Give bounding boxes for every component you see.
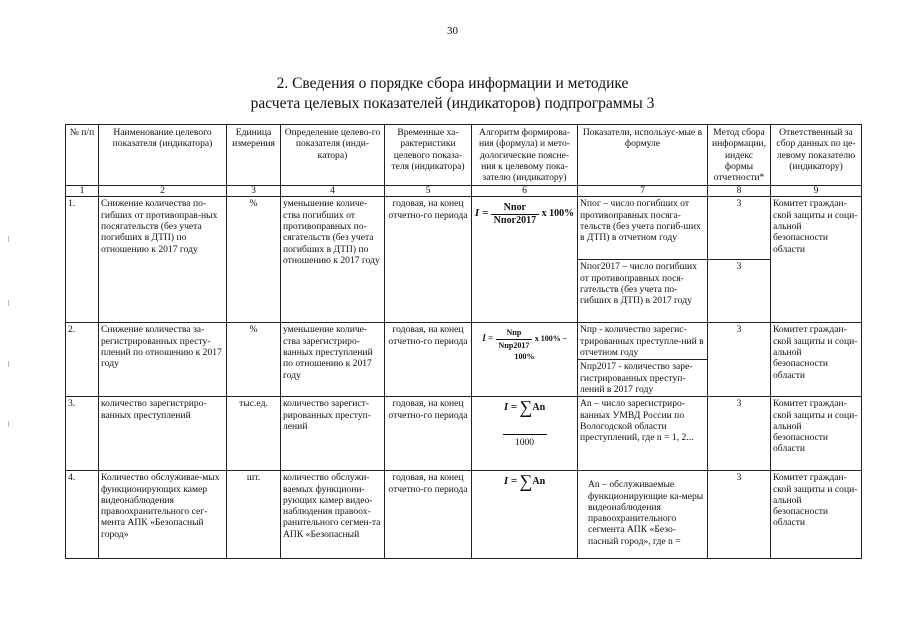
row-number: 2. [66,323,99,397]
header-unit: Единица измерения [227,125,281,186]
responsible-body: Комитет граждан-ской защиты и соци-альной безопасности области [771,197,862,323]
collection-method: 3 [708,260,771,323]
collection-method: 3 [708,471,771,559]
column-number: 1 [66,186,99,197]
indicator-unit: тыс.ед. [227,397,281,471]
formula-numerator: Nпог [491,202,540,214]
formula-lhs: I = [474,207,489,220]
title-line-2: расчета целевых показателей (индикаторов) подпрограммы 3 [250,95,655,112]
indicator-unit: % [227,323,281,397]
header-number: № п/п [66,125,99,186]
indicator-definition: уменьшение количе-ства погибших от противоправных по-сягательств (без учета погибших в ДТП) по отношению к 2017 году [281,197,385,323]
table-row [66,197,862,260]
column-number: 3 [227,186,281,197]
formula-denominator: Nпр2017 [498,340,530,350]
responsible-body: Комитет граждан-ской защиты и соци-альной безопасности области [771,323,862,397]
indicator-timing: годовая, на конец отчетно-го периода [385,397,472,471]
formula-indicator: An – обслуживаемые функционирующие ка-меры видеонаблюдения правоохранительного сегмента АПК «Безо-пасный город», где n = [578,471,708,559]
margin-tick [8,361,9,367]
collection-method: 3 [708,323,771,397]
table-row [66,471,862,559]
header-algorithm: Алгоритм формирова-ния (формула) и мето-дологические поясне-ния к целевому пока-зателю (индикатору) [472,125,578,186]
sum-symbol: ∑ [519,471,533,492]
header-timing: Временные ха-рактеристики целевого показа-теля (индикатора) [385,125,472,186]
collection-method: 3 [708,397,771,471]
indicator-definition: уменьшение количе-ства зарегистриро-ванных преступлений по отношению к 2017 году [281,323,385,397]
header-indicator-name: Наименование целевого показателя (индикатора) [99,125,227,186]
formula-lhs: I = [503,401,518,414]
indicators-table [65,124,862,559]
formula-lhs: I = [482,333,494,344]
header-responsible: Ответственный за сбор данных по це-левому показателю (индикатору) [771,125,862,186]
title-line-1: 2. Сведения о порядке сбора информации и методике [276,75,629,92]
indicator-formula [472,397,578,471]
header-definition: Определение целево-го показателя (инди-катора) [281,125,385,186]
formula-numerator: Nпр [496,327,533,339]
sum-symbol: ∑ [519,397,533,418]
column-number: 8 [708,186,771,197]
indicator-unit: % [227,197,281,323]
formula-fraction [491,202,540,226]
formula-denominator: Nпог2017 [493,214,537,226]
column-number: 6 [472,186,578,197]
table-row [66,397,862,471]
indicator-timing: годовая, на конец отчетно-го периода [385,323,472,397]
indicator-definition: количество обслужи-ваемых функциони-рующих камер видео-наблюдения правоох-ранительного сегмен-та АПК «Безопасный [281,471,385,559]
margin-tick [8,300,9,306]
indicator-name: Количество обслуживае-мых функционирующих камер видеонаблюдения правоохранительного сег-мента АПК «Безопасный город» [99,471,227,559]
column-number-row [66,186,862,197]
formula-term: An [532,476,546,488]
column-number: 7 [578,186,708,197]
indicator-timing: годовая, на конец отчетно-го периода [385,197,472,323]
formula-divisor: 1000 [514,436,535,448]
collection-method: 3 [708,197,771,260]
formula-indicator: Nпог – число погибших от противоправных посяга-тельств (без учета погиб-ших в ДТП) в отчетном году [578,197,708,260]
column-number: 4 [281,186,385,197]
formula-tail: x 100% [541,208,575,220]
indicator-formula [472,471,578,559]
row-number: 4. [66,471,99,559]
header-formula-indicators: Показатели, использує-мые в формуле [578,125,708,186]
formula-fraction [496,327,533,351]
margin-tick [8,236,9,242]
column-number: 2 [99,186,227,197]
column-number: 9 [771,186,862,197]
indicator-name: Снижение количества за-регистрированных престу-плений по отношению к 2017 году [99,323,227,397]
formula-indicator: An – число зарегистриро-ванных УМВД России по Вологодской области преступлений, где n = 1, 2... [578,397,708,471]
indicator-name: количество зарегистриро-ванных преступлений [99,397,227,471]
row-number: 3. [66,397,99,471]
formula-indicator: Nпр2017 - количество заре-гистрированных преступ-лений в 2017 году [578,360,708,397]
row-number: 1. [66,197,99,323]
responsible-body: Комитет граждан-ской защиты и соци-альной безопасности области [771,471,862,559]
column-number: 5 [385,186,472,197]
indicator-definition: количество зарегист-рированных преступ-лений [281,397,385,471]
formula-divider-line [503,434,547,435]
table-row [66,323,862,360]
page-number: 30 [447,25,458,37]
indicator-formula [472,197,578,323]
indicator-formula [472,323,578,397]
section-title [0,74,905,114]
indicator-unit: шт. [227,471,281,559]
formula-tail: x 100% – 100% [514,334,567,362]
header-row [66,125,862,186]
header-collection-method: Метод сбора информации, индекс формы отчетности* [708,125,771,186]
margin-tick [8,421,9,427]
formula-lhs: I = [503,475,518,488]
indicator-timing: годовая, на конец отчетно-го периода [385,471,472,559]
indicator-name: Снижение количества по-гибших от противоправ-ных посягательств (без учета погибших в ДТП) по отношению к 2017 году [99,197,227,323]
formula-term: An [532,402,546,414]
formula-indicator: Nпр - количество зарегис-трированных преступле-ний в отчетном году [578,323,708,360]
formula-indicator: Nпог2017 – число погибших от противоправных пося-гательств (без учета по-гибших в ДТП) в 2017 году [578,260,708,323]
responsible-body: Комитет граждан-ской защиты и соци-альной безопасности области [771,397,862,471]
